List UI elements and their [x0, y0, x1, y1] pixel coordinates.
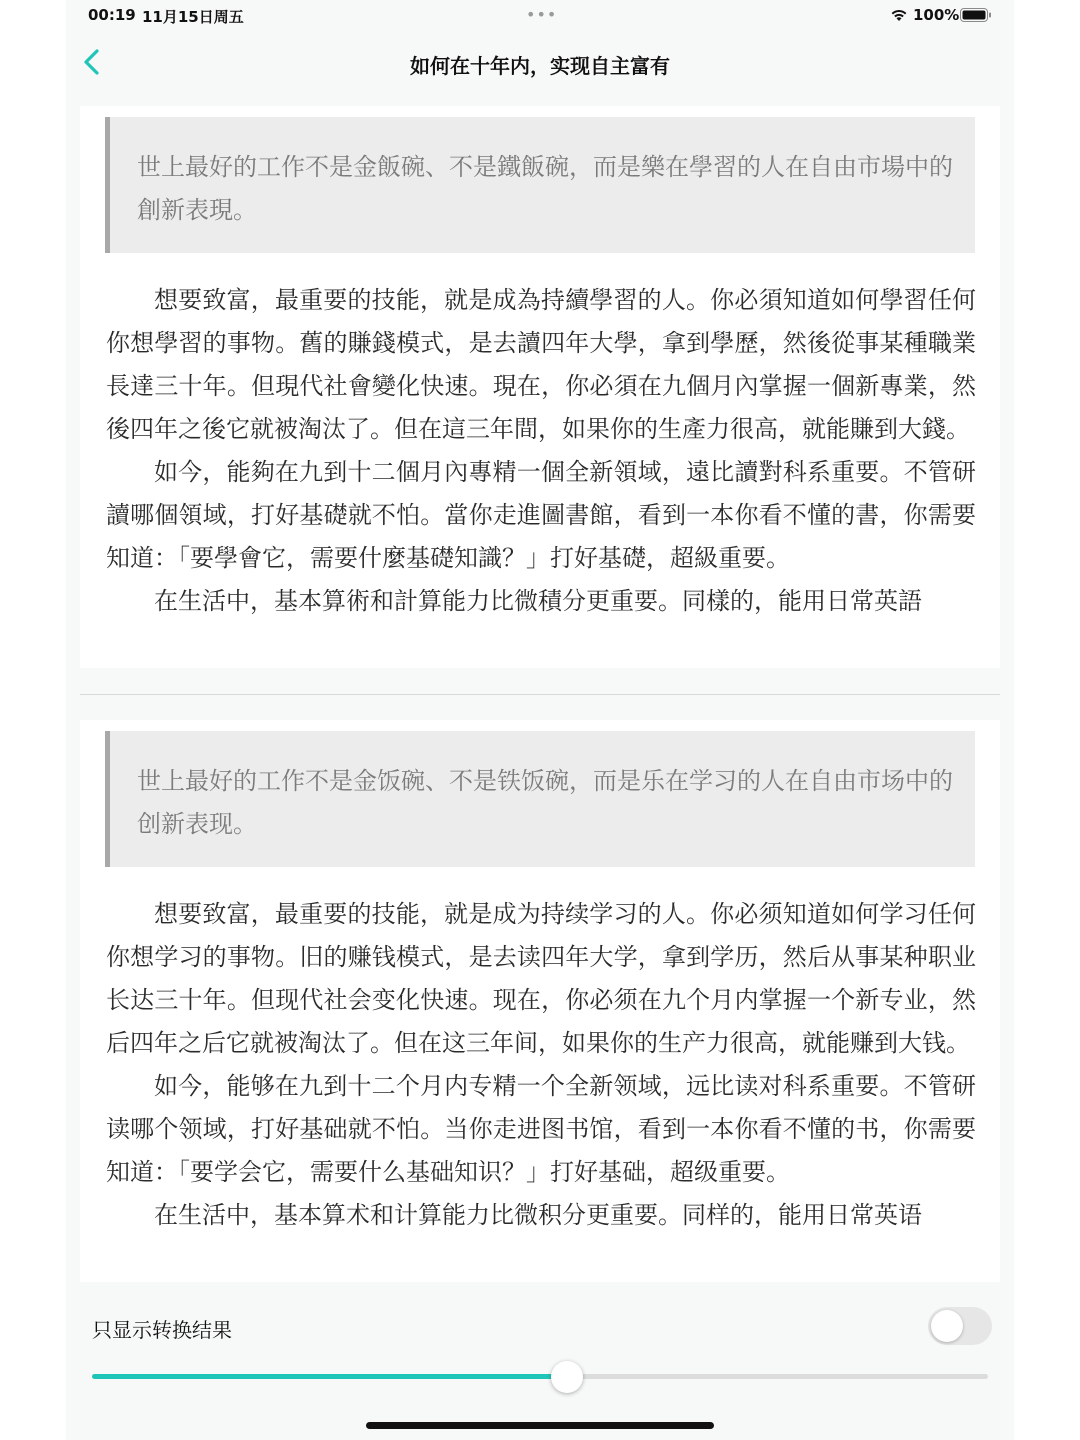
battery-icon — [960, 8, 992, 22]
multitasking-dots-icon[interactable]: ••• — [526, 5, 558, 24]
home-indicator[interactable] — [366, 1422, 714, 1429]
original-paragraph: 如今，能夠在九到十二個月內專精一個全新領域，遠比讀對科系重要。不管研讀哪個領域，打好基礎就不怕。當你走進圖書館，看到一本你看不懂的書，你需要知道：「要學會它，需要什麼基礎知識？」打好基礎，超級重要。 — [106, 458, 976, 572]
show-converted-only-label: 只显示转换结果 — [92, 1318, 232, 1342]
converted-text-card[interactable] — [80, 720, 1000, 1282]
battery-percent: 100% — [913, 6, 960, 24]
converted-paragraph: 如今，能够在九到十二个月内专精一个全新领域，远比读对科系重要。不管研读哪个领域，打好基础就不怕。当你走进图书馆，看到一本你看不懂的书，你需要知道：「要学会它，需要什么基础知识？」打好基础，超级重要。 — [106, 1072, 976, 1186]
converted-paragraph: 想要致富，最重要的技能，就是成为持续学习的人。你必须知道如何学习任何你想学习的事物。旧的赚钱模式，是去读四年大学，拿到学历，然后从事某种职业长达三十年。但现代社会变化快速。现在，你必须在九个月内掌握一个新专业，然后四年之后它就被淘汰了。但在这三年间，如果你的生产力很高，就能赚到大钱。 — [106, 900, 976, 1057]
original-paragraph: 在生活中，基本算術和計算能力比微積分更重要。同樣的，能用日常英語 — [154, 587, 922, 615]
wifi-icon — [890, 8, 908, 22]
converted-paragraph: 在生活中，基本算术和计算能力比微积分更重要。同样的，能用日常英语 — [154, 1201, 922, 1229]
slider-fill — [92, 1374, 567, 1379]
original-body — [106, 279, 976, 623]
slider-thumb[interactable] — [551, 1361, 583, 1393]
toggle-knob[interactable] — [931, 1310, 963, 1342]
show-converted-only-toggle[interactable] — [928, 1307, 992, 1345]
status-time: 00:19 — [88, 6, 136, 24]
split-position-slider[interactable] — [92, 1362, 988, 1392]
original-blockquote: 世上最好的工作不是金飯碗、不是鐵飯碗，而是樂在學習的人在自由市場中的創新表現。 — [105, 117, 975, 253]
status-bar — [0, 0, 1080, 30]
status-date: 11月15日周五 — [142, 8, 244, 26]
page-title: 如何在十年内，实现自主富有 — [410, 54, 670, 78]
converted-body — [106, 893, 976, 1237]
converted-blockquote: 世上最好的工作不是金饭碗、不是铁饭碗，而是乐在学习的人在自由市场中的创新表现。 — [105, 731, 975, 867]
original-paragraph: 想要致富，最重要的技能，就是成為持續學習的人。你必須知道如何學習任何你想學習的事物。舊的賺錢模式，是去讀四年大學，拿到學歷，然後從事某種職業長達三十年。但現代社會變化快速。現在，你必須在九個月內掌握一個新專業，然後四年之後它就被淘汰了。但在這三年間，如果你的生產力很高，就能賺到大錢。 — [106, 286, 976, 443]
divider — [80, 694, 1000, 695]
original-text-card[interactable] — [80, 106, 1000, 668]
